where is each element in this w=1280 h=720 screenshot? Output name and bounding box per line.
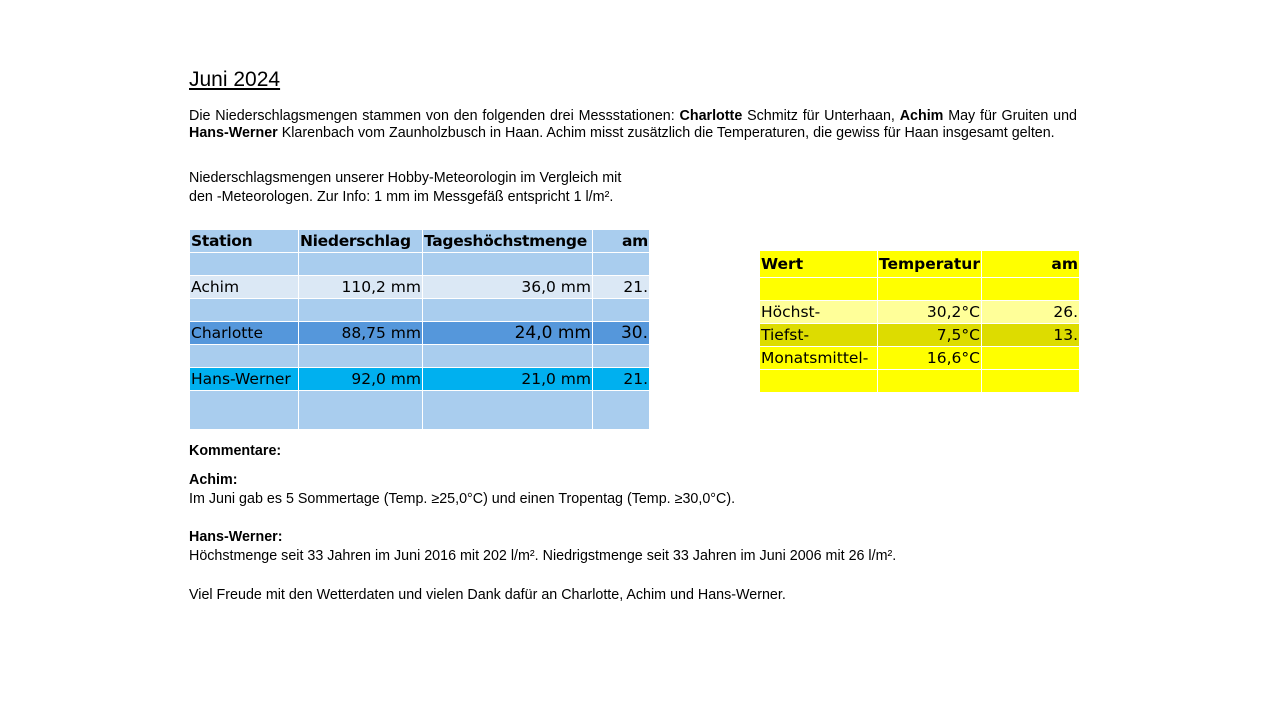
spacer-row bbox=[190, 345, 650, 368]
date-cell: 13. bbox=[982, 324, 1080, 347]
precipitation-table bbox=[189, 229, 650, 430]
spacer-row bbox=[190, 299, 650, 322]
intro-text: Schmitz für Unterhaan, bbox=[742, 108, 900, 124]
date-cell: 21. bbox=[593, 368, 650, 391]
max-daily-cell: 24,0 mm bbox=[423, 322, 593, 345]
page-title: Juni 2024 bbox=[189, 68, 281, 91]
spacer-row bbox=[190, 391, 650, 430]
table-row bbox=[190, 368, 650, 391]
column-header: Wert bbox=[760, 251, 878, 278]
station-name-charlotte: Charlotte bbox=[679, 108, 743, 124]
value-type-cell: Höchst- bbox=[760, 301, 878, 324]
column-header: am bbox=[982, 251, 1080, 278]
date-cell: 26. bbox=[982, 301, 1080, 324]
precipitation-cell: 92,0 mm bbox=[299, 368, 423, 391]
table-header-row bbox=[190, 230, 650, 253]
intro-paragraph bbox=[189, 108, 1077, 141]
station-cell: Hans-Werner bbox=[190, 368, 299, 391]
intro-text: Klarenbach vom Zaunholzbusch in Haan. Achim misst zusätzlich die Temperaturen, die gewiss für Haan insgesamt gelten. bbox=[277, 124, 1055, 141]
table-row bbox=[190, 276, 650, 299]
value-type-cell: Tiefst- bbox=[760, 324, 878, 347]
spacer-row bbox=[760, 370, 1080, 393]
table-row bbox=[760, 301, 1080, 324]
intro-note-line: den -Meteorologen. Zur Info: 1 mm im Messgefäß entspricht 1 l/m². bbox=[189, 189, 614, 205]
temperature-cell: 30,2°C bbox=[878, 301, 982, 324]
date-cell bbox=[982, 347, 1080, 370]
intro-text: Die Niederschlagsmengen stammen von den folgenden drei Messstationen: bbox=[189, 108, 680, 124]
comments-heading: Kommentare: bbox=[189, 443, 282, 459]
column-header: am bbox=[593, 230, 650, 253]
intro-note-line: Niederschlagsmengen unserer Hobby-Meteorologin im Vergleich mit bbox=[189, 170, 622, 186]
precipitation-cell: 110,2 mm bbox=[299, 276, 423, 299]
date-cell: 30. bbox=[593, 322, 650, 345]
column-header: Niederschlag bbox=[299, 230, 423, 253]
closing-text: Viel Freude mit den Wetterdaten und vielen Dank dafür an Charlotte, Achim und Hans-Werner. bbox=[189, 587, 786, 603]
max-daily-cell: 21,0 mm bbox=[423, 368, 593, 391]
column-header: Tageshöchstmenge bbox=[423, 230, 593, 253]
intro-text: May für Gruiten und bbox=[943, 108, 1077, 124]
value-type-cell: Monatsmittel- bbox=[760, 347, 878, 370]
comment-author-hans-werner: Hans-Werner: bbox=[189, 529, 283, 545]
column-header: Station bbox=[190, 230, 299, 253]
station-cell: Achim bbox=[190, 276, 299, 299]
table-row bbox=[760, 324, 1080, 347]
spacer-row bbox=[190, 253, 650, 276]
temperature-cell: 16,6°C bbox=[878, 347, 982, 370]
column-header: Temperatur bbox=[878, 251, 982, 278]
table-row bbox=[190, 322, 650, 345]
station-cell: Charlotte bbox=[190, 322, 299, 345]
station-name-achim: Achim bbox=[899, 108, 944, 124]
comment-text-hans-werner: Höchstmenge seit 33 Jahren im Juni 2016 mit 202 l/m². Niedrigstmenge seit 33 Jahren im Juni 2006 mit 26 l/m². bbox=[189, 548, 897, 564]
table-row bbox=[760, 347, 1080, 370]
comment-author-achim: Achim: bbox=[189, 472, 238, 488]
temperature-table bbox=[759, 250, 1080, 393]
max-daily-cell: 36,0 mm bbox=[423, 276, 593, 299]
table-header-row bbox=[760, 251, 1080, 278]
spacer-row bbox=[760, 278, 1080, 301]
date-cell: 21. bbox=[593, 276, 650, 299]
precipitation-cell: 88,75 mm bbox=[299, 322, 423, 345]
station-name-hans-werner: Hans-Werner bbox=[189, 124, 278, 141]
intro-note bbox=[189, 169, 709, 207]
temperature-cell: 7,5°C bbox=[878, 324, 982, 347]
comment-text-achim: Im Juni gab es 5 Sommertage (Temp. ≥25,0°C) und einen Tropentag (Temp. ≥30,0°C). bbox=[189, 491, 736, 507]
